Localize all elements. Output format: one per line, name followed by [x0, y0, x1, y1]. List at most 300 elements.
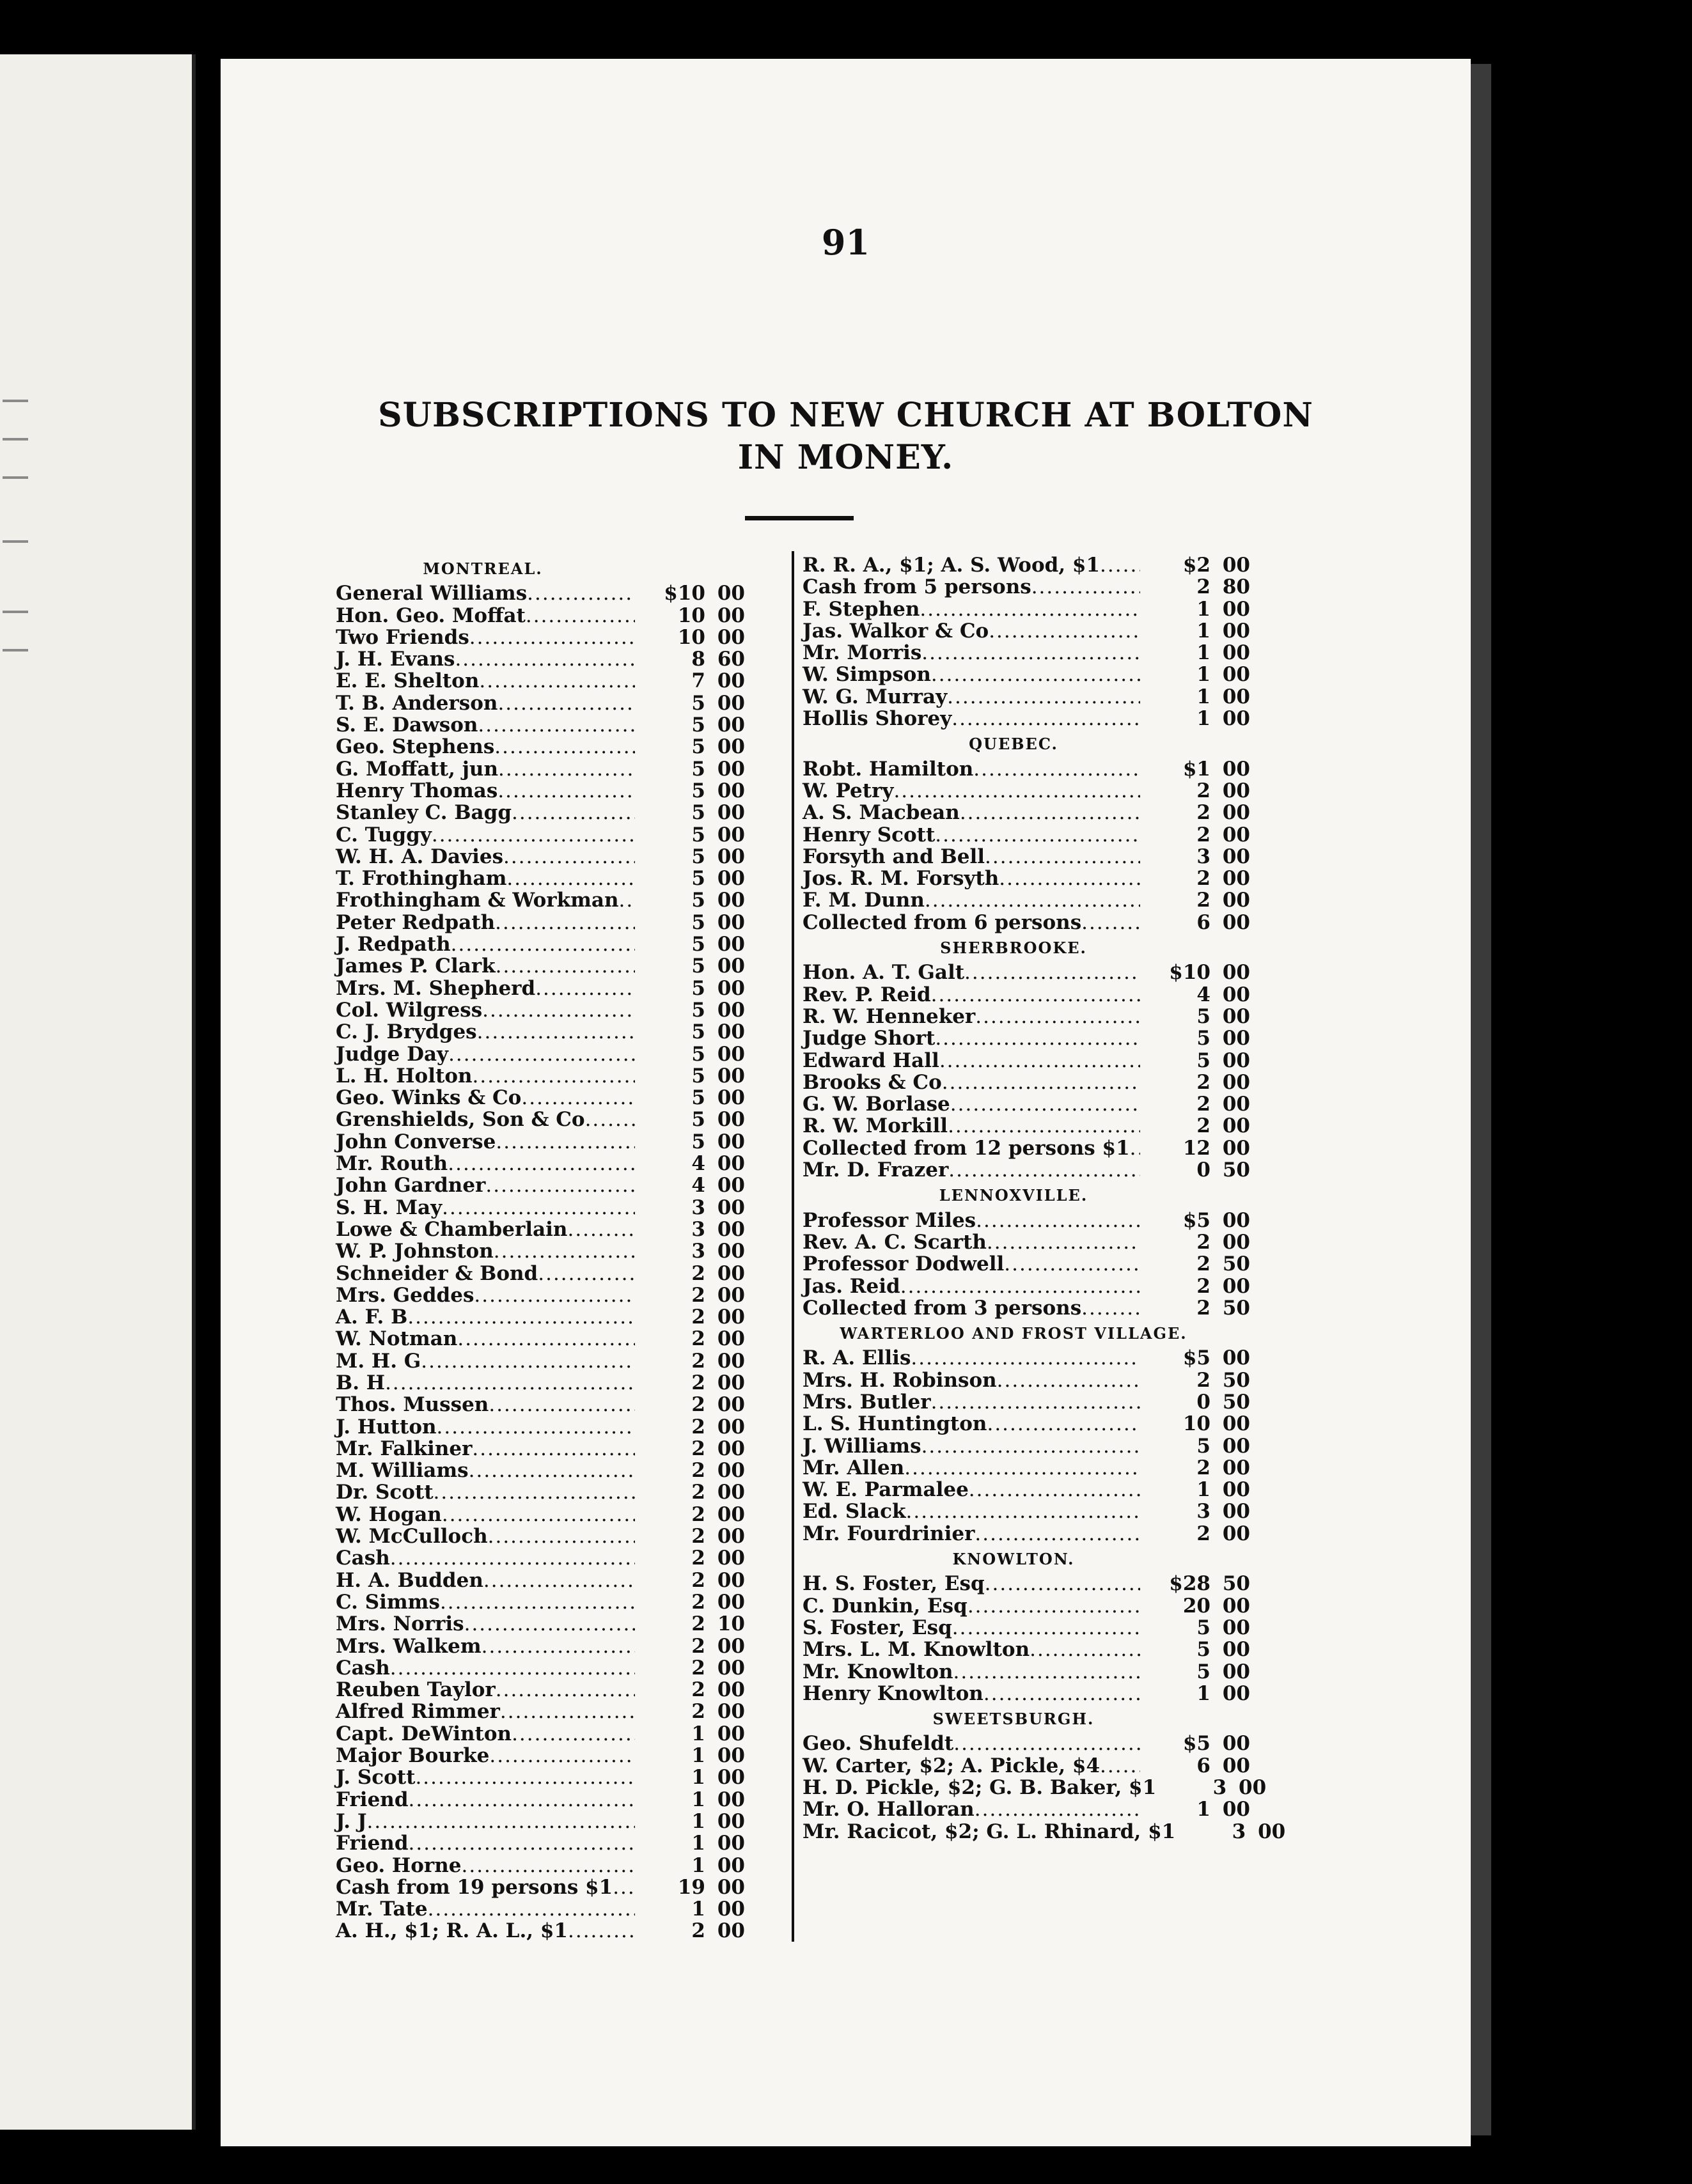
- subscription-row: [336, 824, 745, 846]
- leader-dots: [494, 736, 635, 758]
- amount-cents: 00: [717, 582, 745, 605]
- subscription-row: [803, 1501, 1250, 1522]
- amount-cents: 50: [1222, 1390, 1250, 1414]
- leader-dots: [613, 1876, 635, 1898]
- amount-cents: 00: [717, 1853, 745, 1877]
- amount-cents: 00: [717, 1656, 745, 1680]
- subscription-row: [336, 1745, 745, 1767]
- amount-dollars: 2: [1196, 1522, 1210, 1545]
- subscription-row: [803, 1479, 1250, 1501]
- subscription-row: [803, 598, 1250, 620]
- leader-dots: [434, 1481, 635, 1503]
- amount-cents: 00: [1222, 663, 1250, 687]
- amount-cents: 50: [1222, 1158, 1250, 1182]
- subscriber-name: W. E. Parmalee: [803, 1478, 969, 1502]
- subscriber-name: Hollis Shorey: [803, 707, 952, 731]
- subscriber-name: Friend: [336, 1788, 409, 1811]
- amount-cents: 00: [717, 735, 745, 759]
- leader-dots: [421, 1350, 635, 1372]
- amount-cents: 00: [1222, 910, 1250, 934]
- amount-cents: 00: [717, 604, 745, 627]
- amount-cents: 00: [1222, 1660, 1250, 1683]
- amount-dollars: 0: [1196, 1390, 1210, 1414]
- subscriber-name: A. S. Macbean: [803, 801, 960, 825]
- amount-dollars: 2: [691, 1459, 705, 1483]
- amount-dollars: 7: [691, 669, 705, 693]
- subscriber-name: J. Williams: [803, 1434, 921, 1458]
- amount-dollars: 1: [1196, 663, 1210, 687]
- subscriber-name: Mr. Falkiner: [336, 1437, 473, 1460]
- page-binding-edge: [1471, 64, 1491, 2135]
- leader-dots: [976, 1210, 1140, 1231]
- amount-dollars: 5: [691, 691, 705, 715]
- subscriber-name: W. Hogan: [336, 1502, 442, 1526]
- leader-dots: [489, 1394, 635, 1416]
- leader-dots: [488, 1525, 635, 1547]
- leader-dots: [390, 1657, 635, 1679]
- subscription-row: [336, 1306, 745, 1328]
- subscription-row: [336, 582, 745, 604]
- amount-dollars: 1: [1196, 619, 1210, 643]
- leader-dots: [432, 824, 635, 846]
- subscriber-name: Thos. Mussen: [336, 1393, 489, 1417]
- leader-dots: [415, 1767, 635, 1788]
- amount-dollars: 2: [1196, 1296, 1210, 1320]
- amount-cents: 00: [1222, 1208, 1250, 1232]
- subscription-row: [803, 686, 1250, 708]
- amount-cents: 00: [1222, 1027, 1250, 1050]
- subscription-row: [336, 1109, 745, 1130]
- leader-dots: [451, 933, 635, 955]
- subscriber-name: F. Stephen: [803, 597, 920, 621]
- amount-cents: 00: [1222, 597, 1250, 621]
- amount-dollars: 4: [691, 1174, 705, 1197]
- subscriber-name: John Gardner: [336, 1174, 486, 1197]
- amount-cents: 00: [1222, 1638, 1250, 1662]
- amount-dollars: 2: [1196, 575, 1210, 599]
- subscription-row: [803, 889, 1250, 911]
- subscription-row: [803, 576, 1250, 598]
- amount-cents: 00: [717, 1283, 745, 1307]
- amount-dollars: $28: [1169, 1572, 1210, 1596]
- leader-dots: [497, 780, 635, 802]
- leader-dots: [385, 1372, 635, 1394]
- amount-dollars: 5: [691, 955, 705, 978]
- subscriber-name: Rev. A. C. Scarth: [803, 1230, 987, 1254]
- amount-dollars: 12: [1182, 1136, 1210, 1160]
- amount-dollars: 2: [691, 1283, 705, 1307]
- amount-cents: 00: [1222, 1114, 1250, 1138]
- subscription-row: [336, 1613, 745, 1635]
- subscriber-name: Jas. Walkor & Co: [803, 619, 989, 643]
- leader-dots: [469, 627, 635, 648]
- amount-dollars: $5: [1182, 1346, 1210, 1370]
- amount-cents: 00: [1222, 1594, 1250, 1618]
- amount-dollars: 4: [1196, 983, 1210, 1006]
- subscription-row: [336, 1284, 745, 1306]
- amount-cents: 00: [1222, 554, 1250, 577]
- amount-dollars: 8: [691, 648, 705, 671]
- subscriber-name: T. Frothingham: [336, 867, 507, 891]
- subscription-row: [336, 714, 745, 736]
- amount-cents: 00: [717, 757, 745, 781]
- subscription-row: [803, 758, 1250, 780]
- subscription-row: [336, 648, 745, 670]
- subscription-row: [336, 1043, 745, 1065]
- subscriber-name: Frothingham & Workman: [336, 889, 619, 912]
- leader-dots: [953, 1733, 1140, 1754]
- amount-dollars: 2: [1196, 1230, 1210, 1254]
- amount-cents: 00: [717, 714, 745, 737]
- amount-cents: 00: [717, 1393, 745, 1417]
- amount-cents: 00: [717, 1152, 745, 1176]
- subscription-row: [803, 984, 1250, 1006]
- amount-dollars: 2: [1196, 1070, 1210, 1094]
- amount-dollars: 2: [691, 1525, 705, 1548]
- amount-dollars: 3: [691, 1196, 705, 1219]
- leader-dots: [948, 1159, 1140, 1181]
- subscription-row: [336, 780, 745, 802]
- amount-dollars: 5: [691, 735, 705, 759]
- amount-dollars: 5: [691, 889, 705, 912]
- adjacent-page-edge: [0, 54, 196, 2130]
- subscriber-name: Edward Hall: [803, 1049, 939, 1072]
- leader-dots: [1100, 554, 1140, 576]
- amount-dollars: $10: [1169, 961, 1210, 985]
- leader-dots: [496, 1679, 635, 1701]
- amount-dollars: 2: [691, 1919, 705, 1943]
- leader-dots: [925, 889, 1140, 911]
- amount-dollars: 2: [1196, 823, 1210, 846]
- subscription-row: [336, 1153, 745, 1174]
- subscriber-name: J. H. Evans: [336, 648, 455, 671]
- section-heading: SWEETSBURGH.: [932, 1710, 1095, 1729]
- section-heading: MONTREAL.: [423, 559, 543, 578]
- leader-dots: [494, 1240, 635, 1262]
- subscription-row: [336, 912, 745, 933]
- subscriber-name: Mr. O. Halloran: [803, 1798, 975, 1821]
- amount-cents: 00: [1222, 1230, 1250, 1254]
- subscription-row: [803, 846, 1250, 868]
- amount-cents: 00: [1222, 707, 1250, 731]
- subscriber-name: C. Simms: [336, 1590, 440, 1614]
- subscriber-name: Forsyth and Bell: [803, 845, 985, 868]
- subscriber-name: H. A. Budden: [336, 1568, 483, 1592]
- amount-cents: 00: [717, 867, 745, 891]
- amount-cents: 00: [717, 933, 745, 956]
- adjacent-page-mark: [3, 476, 28, 479]
- amount-dollars: 5: [691, 823, 705, 846]
- amount-cents: 00: [717, 1371, 745, 1394]
- leader-dots: [985, 1573, 1140, 1595]
- subscriber-name: Col. Wilgress: [336, 998, 483, 1022]
- amount-dollars: 2: [1196, 867, 1210, 891]
- amount-cents: 00: [1222, 961, 1250, 985]
- amount-dollars: 5: [1196, 1434, 1210, 1458]
- amount-dollars: $5: [1182, 1208, 1210, 1232]
- leader-dots: [1130, 1137, 1140, 1159]
- subscription-row: [803, 620, 1250, 642]
- amount-cents: 00: [1222, 1456, 1250, 1479]
- subscription-row: [803, 1050, 1250, 1072]
- amount-dollars: 5: [1196, 1049, 1210, 1072]
- amount-cents: 00: [717, 1525, 745, 1548]
- amount-cents: 10: [717, 1612, 745, 1636]
- subscriber-name: Cash: [336, 1656, 390, 1680]
- amount-dollars: 5: [1196, 1004, 1210, 1028]
- leader-dots: [482, 999, 635, 1021]
- subscriber-name: Professor Dodwell: [803, 1252, 1005, 1276]
- subscriber-name: General Williams: [336, 582, 528, 605]
- subscriber-name: Mr. Morris: [803, 641, 922, 665]
- subscription-row: [336, 1394, 745, 1416]
- adjacent-page-mark: [3, 540, 28, 543]
- amount-cents: 00: [717, 1744, 745, 1768]
- amount-dollars: 1: [691, 1853, 705, 1877]
- leader-dots: [367, 1811, 635, 1832]
- amount-dollars: 5: [691, 757, 705, 781]
- amount-cents: 00: [717, 1086, 745, 1110]
- amount-cents: 00: [717, 1437, 745, 1460]
- amount-dollars: 1: [691, 1809, 705, 1833]
- subscriber-name: M. H. G: [336, 1349, 421, 1373]
- subscription-row: [336, 1920, 745, 1942]
- subscriber-name: Geo. Winks & Co: [336, 1086, 522, 1110]
- subscriber-name: Dr. Scott: [336, 1481, 434, 1504]
- subscription-row: [336, 1065, 745, 1087]
- amount-cents: 00: [717, 1349, 745, 1373]
- amount-cents: 50: [1222, 1296, 1250, 1320]
- amount-dollars: 5: [1196, 1027, 1210, 1050]
- leader-dots: [521, 1087, 635, 1109]
- amount-dollars: 2: [691, 1349, 705, 1373]
- subscriber-name: R. W. Morkill: [803, 1114, 948, 1138]
- amount-cents: 00: [1222, 1522, 1250, 1545]
- page-number: 91: [821, 222, 870, 263]
- amount-cents: 00: [1222, 779, 1250, 802]
- subscriber-name: Mrs. M. Shepherd: [336, 976, 536, 1000]
- leader-dots: [931, 984, 1140, 1006]
- subscriber-name: Mr. Racicot, $2; G. L. Rhinard, $1: [803, 1820, 1176, 1843]
- subscription-row: [336, 1767, 745, 1788]
- amount-dollars: 5: [691, 1064, 705, 1088]
- amount-cents: 00: [717, 1327, 745, 1351]
- amount-dollars: 2: [691, 1612, 705, 1636]
- subscriber-name: Mrs. Walkem: [336, 1634, 482, 1658]
- subscriber-name: S. H. May: [336, 1196, 443, 1219]
- amount-dollars: 2: [691, 1502, 705, 1526]
- subscription-row: [803, 1435, 1250, 1457]
- amount-dollars: 2: [691, 1678, 705, 1702]
- leader-dots: [512, 802, 635, 823]
- subscription-row: [336, 933, 745, 955]
- subscriber-name: Hon. Geo. Moffat: [336, 604, 526, 627]
- leader-dots: [506, 868, 635, 889]
- leader-dots: [935, 1027, 1140, 1049]
- amount-cents: 00: [1222, 983, 1250, 1006]
- subscriber-name: W. Notman: [336, 1327, 458, 1351]
- amount-cents: 00: [717, 1568, 745, 1592]
- amount-cents: 00: [1222, 1274, 1250, 1298]
- subscription-row: [336, 955, 745, 977]
- subscription-row: [336, 1701, 745, 1722]
- leader-dots: [409, 1789, 635, 1811]
- subscription-row: [803, 1798, 1250, 1820]
- subscription-row: [336, 868, 745, 889]
- amount-cents: 00: [1222, 1754, 1250, 1777]
- subscription-row: [336, 1240, 745, 1262]
- subscriber-name: R. W. Henneker: [803, 1004, 976, 1028]
- amount-dollars: 1: [691, 1788, 705, 1811]
- amount-cents: 50: [1222, 1252, 1250, 1276]
- amount-dollars: 2: [691, 1261, 705, 1285]
- document-page: [221, 59, 1471, 2146]
- adjacent-page-mark: [3, 400, 28, 402]
- subscription-row: [803, 664, 1250, 685]
- amount-dollars: $2: [1182, 554, 1210, 577]
- amount-cents: 00: [717, 1832, 745, 1855]
- amount-cents: 00: [717, 1700, 745, 1724]
- subscriber-name: Collected from 6 persons: [803, 910, 1082, 934]
- amount-dollars: 5: [691, 933, 705, 956]
- amount-dollars: 1: [1196, 597, 1210, 621]
- subscriber-name: Collected from 3 persons: [803, 1296, 1082, 1320]
- leader-dots: [477, 1021, 635, 1043]
- leader-dots: [920, 598, 1140, 620]
- subscription-row: [803, 868, 1250, 889]
- subscriber-name: Two Friends: [336, 625, 469, 649]
- subscription-row: [803, 1027, 1250, 1049]
- leader-dots: [483, 1570, 635, 1591]
- subscriber-name: Mr. Tate: [336, 1898, 428, 1921]
- leader-dots: [921, 642, 1140, 664]
- subscription-row: [336, 1131, 745, 1153]
- subscription-row: [803, 642, 1250, 664]
- subscriber-name: Geo. Horne: [336, 1853, 462, 1877]
- amount-cents: 00: [717, 1634, 745, 1658]
- amount-dollars: 1: [1196, 685, 1210, 708]
- amount-dollars: 1: [1196, 641, 1210, 665]
- subscription-row: [336, 1898, 745, 1920]
- subscription-row: [803, 1661, 1250, 1683]
- subscriber-name: W. Simpson: [803, 663, 931, 687]
- amount-dollars: 4: [691, 1152, 705, 1176]
- subscriber-name: W. H. A. Davies: [336, 845, 504, 868]
- subscription-row: [803, 1820, 1286, 1843]
- subscription-row: [803, 1523, 1250, 1545]
- subscriber-name: Mr. Fourdrinier: [803, 1522, 975, 1545]
- subscription-row: [336, 978, 745, 999]
- amount-dollars: 2: [1196, 1456, 1210, 1479]
- leader-dots: [538, 1263, 635, 1284]
- subscriber-name: F. M. Dunn: [803, 889, 925, 912]
- subscriber-name: Rev. P. Reid: [803, 983, 931, 1006]
- leader-dots: [953, 1661, 1140, 1683]
- leader-dots: [489, 1745, 635, 1767]
- leader-dots: [482, 1635, 635, 1657]
- leader-dots: [973, 758, 1140, 780]
- leader-dots: [975, 1798, 1140, 1820]
- subscriber-name: Jos. R. M. Forsyth: [803, 867, 999, 891]
- subscriber-name: Schneider & Bond: [336, 1261, 538, 1285]
- amount-cents: 00: [1239, 1776, 1267, 1800]
- amount-dollars: 2: [1196, 801, 1210, 825]
- leader-dots: [964, 962, 1140, 983]
- leader-dots: [448, 1153, 635, 1174]
- leader-dots: [437, 1416, 635, 1438]
- amount-dollars: 10: [677, 625, 705, 649]
- subscriber-name: Friend: [336, 1832, 409, 1855]
- amount-dollars: 5: [691, 1130, 705, 1153]
- leader-dots: [442, 1197, 635, 1219]
- amount-cents: 00: [717, 1547, 745, 1570]
- amount-cents: 00: [1222, 1478, 1250, 1502]
- leader-dots: [619, 889, 635, 911]
- amount-cents: 00: [1222, 1732, 1250, 1756]
- amount-cents: 00: [717, 889, 745, 912]
- subscriber-name: C. Dunkin, Esq: [803, 1594, 967, 1618]
- subscription-row: [336, 1876, 745, 1898]
- amount-cents: 00: [1222, 685, 1250, 708]
- leader-dots: [989, 620, 1140, 642]
- adjacent-page-mark: [3, 438, 28, 441]
- subscriber-name: L. S. Huntington: [803, 1412, 987, 1436]
- subscriber-name: R. R. A., $1; A. S. Wood, $1: [803, 554, 1101, 577]
- subscription-row: [803, 1776, 1267, 1800]
- amount-cents: 00: [1222, 889, 1250, 912]
- subscription-row: [336, 1328, 745, 1350]
- subscriber-name: Professor Miles: [803, 1208, 976, 1232]
- subscriber-name: Mrs. Butler: [803, 1390, 931, 1414]
- amount-cents: 00: [717, 1196, 745, 1219]
- subscriber-name: Alfred Rimmer: [336, 1700, 500, 1724]
- amount-dollars: 5: [1196, 1616, 1210, 1639]
- subscription-row: [803, 824, 1250, 846]
- subscriber-name: B. H: [336, 1371, 386, 1394]
- subscription-row: [803, 1006, 1250, 1027]
- amount-cents: 00: [717, 1766, 745, 1790]
- subscription-row: [336, 1855, 745, 1876]
- amount-dollars: 5: [691, 779, 705, 802]
- leader-dots: [512, 1723, 635, 1745]
- subscription-row: [336, 736, 745, 758]
- subscription-row: [336, 889, 745, 911]
- amount-cents: 00: [1222, 845, 1250, 868]
- subscriber-name: G. Moffatt, jun: [336, 757, 498, 781]
- amount-cents: 00: [717, 1919, 745, 1943]
- amount-cents: 00: [717, 1108, 745, 1132]
- leader-dots: [448, 1043, 635, 1065]
- leader-dots: [906, 1501, 1141, 1522]
- leader-dots: [1100, 1755, 1140, 1777]
- subscription-row: [803, 1755, 1250, 1777]
- amount-dollars: 2: [691, 1481, 705, 1504]
- leader-dots: [503, 846, 635, 868]
- amount-dollars: 2: [691, 1393, 705, 1417]
- subscription-row: [336, 1811, 745, 1832]
- leader-dots: [999, 868, 1140, 889]
- subscription-row: [803, 1253, 1250, 1275]
- leader-dots: [497, 692, 635, 714]
- amount-cents: 00: [1222, 1500, 1250, 1524]
- leader-dots: [567, 1219, 635, 1240]
- subscription-row: [336, 802, 745, 823]
- subscriber-name: Ed. Slack: [803, 1500, 906, 1524]
- subscriber-name: S. Foster, Esq: [803, 1616, 952, 1639]
- leader-dots: [526, 605, 635, 627]
- subscription-row: [336, 1789, 745, 1811]
- leader-dots: [935, 824, 1140, 846]
